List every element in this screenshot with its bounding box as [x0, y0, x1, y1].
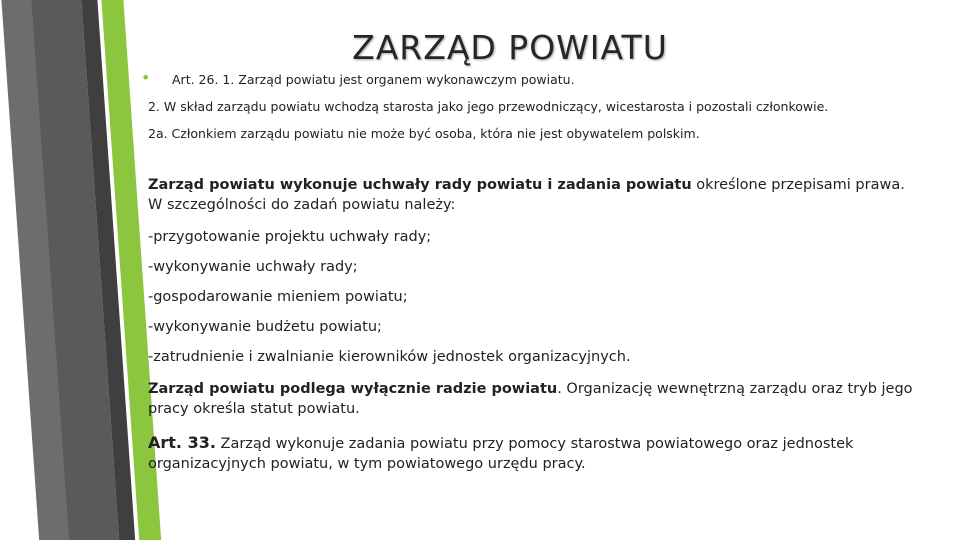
paragraph-duties-rest: określone przepisami prawa. W szczególności do zadań powiatu należy: [148, 177, 905, 213]
line-2a: 2a. Członkiem zarządu powiatu nie może być osoba, która nie jest obywatelem polskim. [148, 126, 700, 141]
list-item: -gospodarowanie mieniem powiatu; [148, 289, 408, 305]
paragraph-subordination [148, 379, 918, 419]
paragraph-subordination-bold: Zarząd powiatu podlega wyłącznie radzie powiatu [148, 381, 558, 397]
bullet-item [141, 68, 918, 87]
paragraph-duties [148, 175, 918, 215]
paragraph-art33 [148, 433, 918, 474]
slide-content [141, 68, 918, 474]
page-title: ZARZĄD POWIATU [352, 28, 668, 67]
list-item: -przygotowanie projektu uchwały rady; [148, 229, 432, 245]
list-item: -wykonywanie uchwały rady; [148, 259, 358, 275]
list-item: -wykonywanie budżetu powiatu; [148, 319, 382, 335]
paragraph-duties-bold: Zarząd powiatu wykonuje uchwały rady powiatu i zadania powiatu [148, 177, 692, 193]
list-item: -zatrudnienie i zwalnianie kierowników jednostek organizacyjnych. [148, 349, 631, 365]
paragraph-art33-bold: Art. 33. [148, 433, 216, 452]
paragraph-art33-rest: Zarząd wykonuje zadania powiatu przy pomocy starostwa powiatowego oraz jednostek organizacyjnych powiatu, w tym powiatowego urzędu pracy. [148, 436, 854, 472]
paragraph-subordination-rest: . Organizację wewnętrzną zarządu oraz tryb jego pracy określa statut powiatu. [148, 381, 913, 417]
bullet-text: Art. 26. 1. Zarząd powiatu jest organem wykonawczym powiatu. [172, 72, 575, 87]
line-2: 2. W skład zarządu powiatu wchodzą starosta jako jego przewodniczący, wicestarosta i pozostali członkowie. [148, 99, 829, 114]
bullet-icon: • [141, 68, 151, 87]
